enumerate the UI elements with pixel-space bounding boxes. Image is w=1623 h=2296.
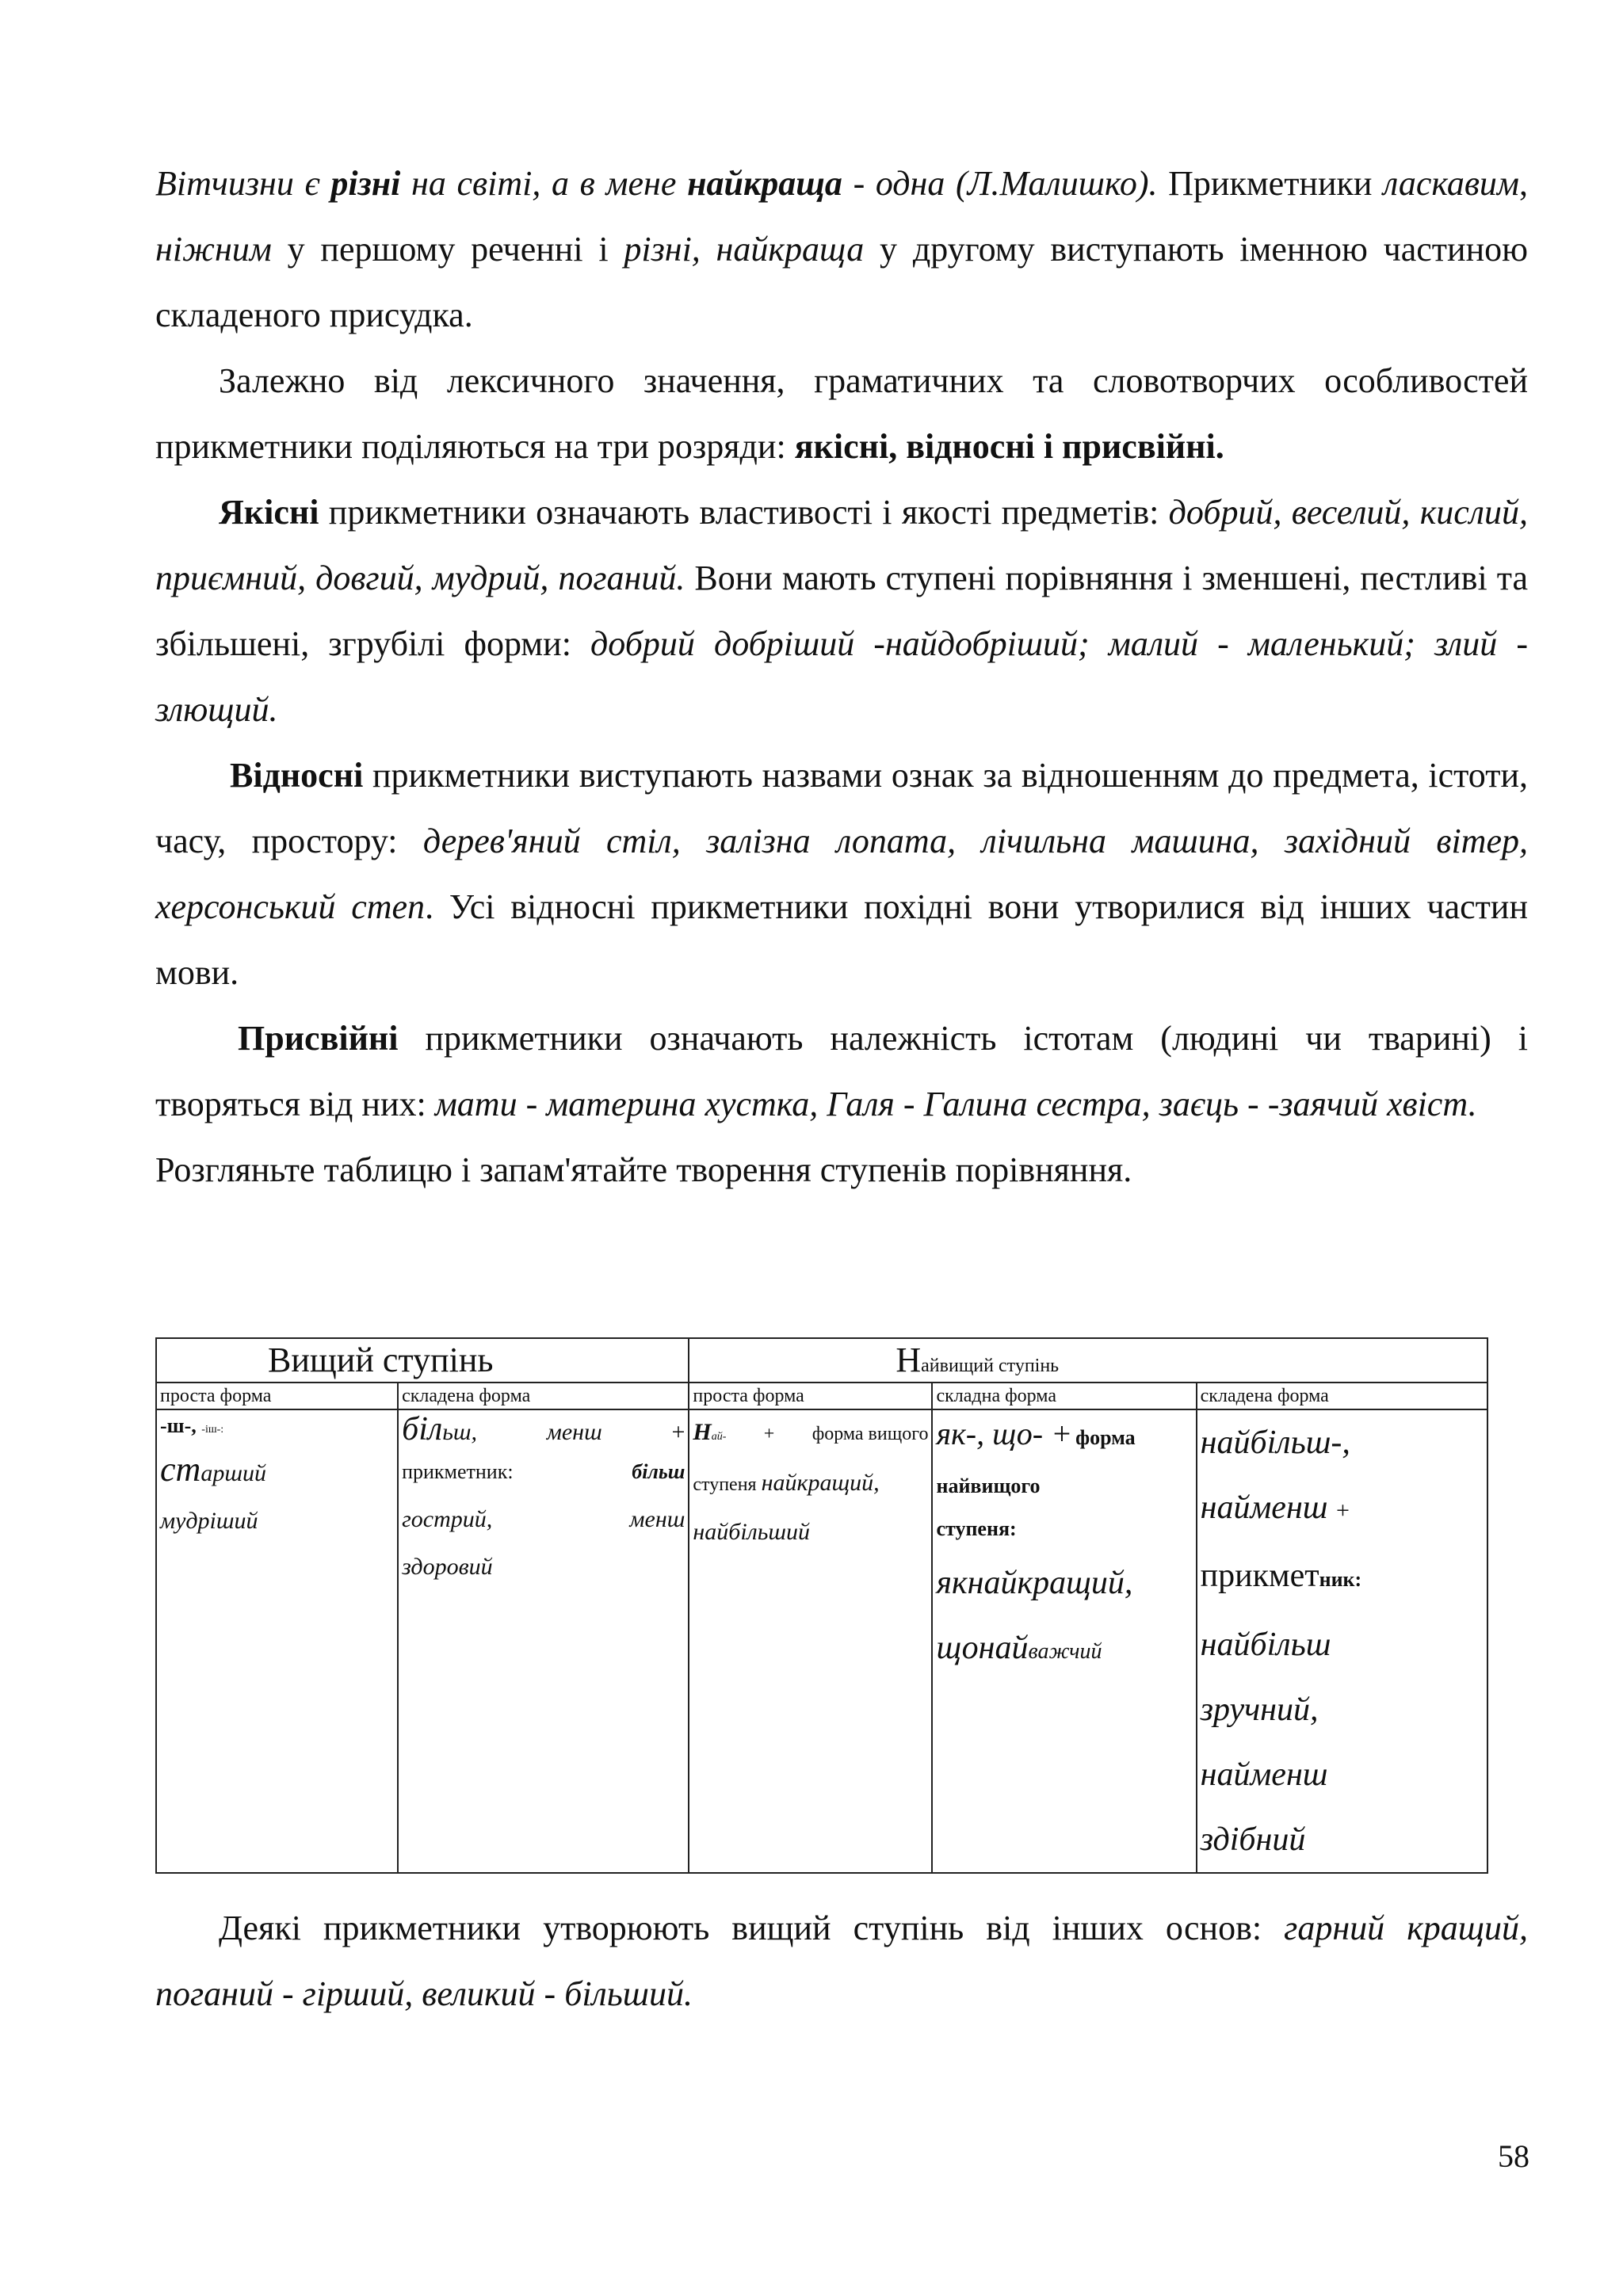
paragraph-5: Присвійні прикметники означають належність істотам (людині чи тварині) і творяться від них: мати - материна хустка, Галя - Галина сестра, заєць - -заячий хвіст. [155, 1019, 1528, 1123]
subheader-compound-highest: складена форма [1197, 1383, 1487, 1409]
paragraph-1: Вітчизни є різні на світі, а в мене найкраща - одна (Л.Малишко). Прикметники ласкавим, ніжним у першому реченні і різні, найкраща у другому виступають іменною частиною складеного присудка. [155, 164, 1529, 334]
paragraph-2: Залежно від лексичного значення, граматичних та словотворчих особливостей прикметники поділяються на три розряди: якісні, відносні і присвійні. [155, 361, 1528, 466]
subheader-compound-higher: складена форма [398, 1383, 689, 1409]
cell-compound-highest: найбільш-, найменш + прикметник: найбільш зручний, найменш здібний [1197, 1409, 1487, 1873]
paragraph-4: Відносні прикметники виступають назвами ознак за відношенням до предмета, істоти, часу, простору: дерев'яний стіл, залізна лопата, лічильна машина, західний вітер, херсонський степ. Усі відносні прикметники похідні вони утворилися від інших частин мови. [155, 756, 1528, 992]
subheader-simple-highest: проста форма [689, 1383, 932, 1409]
cell-simple-higher: -ш-, -іш-: старший мудріший [156, 1409, 398, 1873]
closing-paragraph: Деякі прикметники утворюють вищий ступінь від інших основ: гарний кращий, поганий - гірший, великий - більший. [155, 1909, 1528, 2013]
header-higher-degree: Вищий ступінь [156, 1338, 689, 1383]
paragraph-6: Розгляньте таблицю і запам'ятайте творення ступенів порівняння. [155, 1150, 1132, 1189]
subheader-simple-higher: проста форма [156, 1383, 398, 1409]
paragraph-3: Якісні прикметники означають властивості і якості предметів: добрий, веселий, кислий, приємний, довгий, мудрий, поганий. Вони мають ступені порівняння і зменшені, пестливі та збільшені, згрубілі форми: добрий добріший -найдобріший; малий - маленький; злий - злющий. [155, 493, 1528, 729]
cell-complex-highest: як-, що- + форма найвищого ступеня: якнайкращий, щонайважчий [932, 1409, 1196, 1873]
page-number: 58 [1498, 2138, 1529, 2174]
cell-compound-higher: більш, менш + прикметник: більш гострий, менш здоровий [398, 1409, 689, 1873]
page-body [155, 151, 1528, 1203]
cell-simple-highest: Най- + форма вищого ступеня найкращий, найбільший [689, 1409, 932, 1873]
header-highest-degree: Найвищий ступінь [689, 1338, 1487, 1383]
subheader-complex-highest: складна форма [932, 1383, 1196, 1409]
comparison-table [155, 1337, 1488, 1874]
